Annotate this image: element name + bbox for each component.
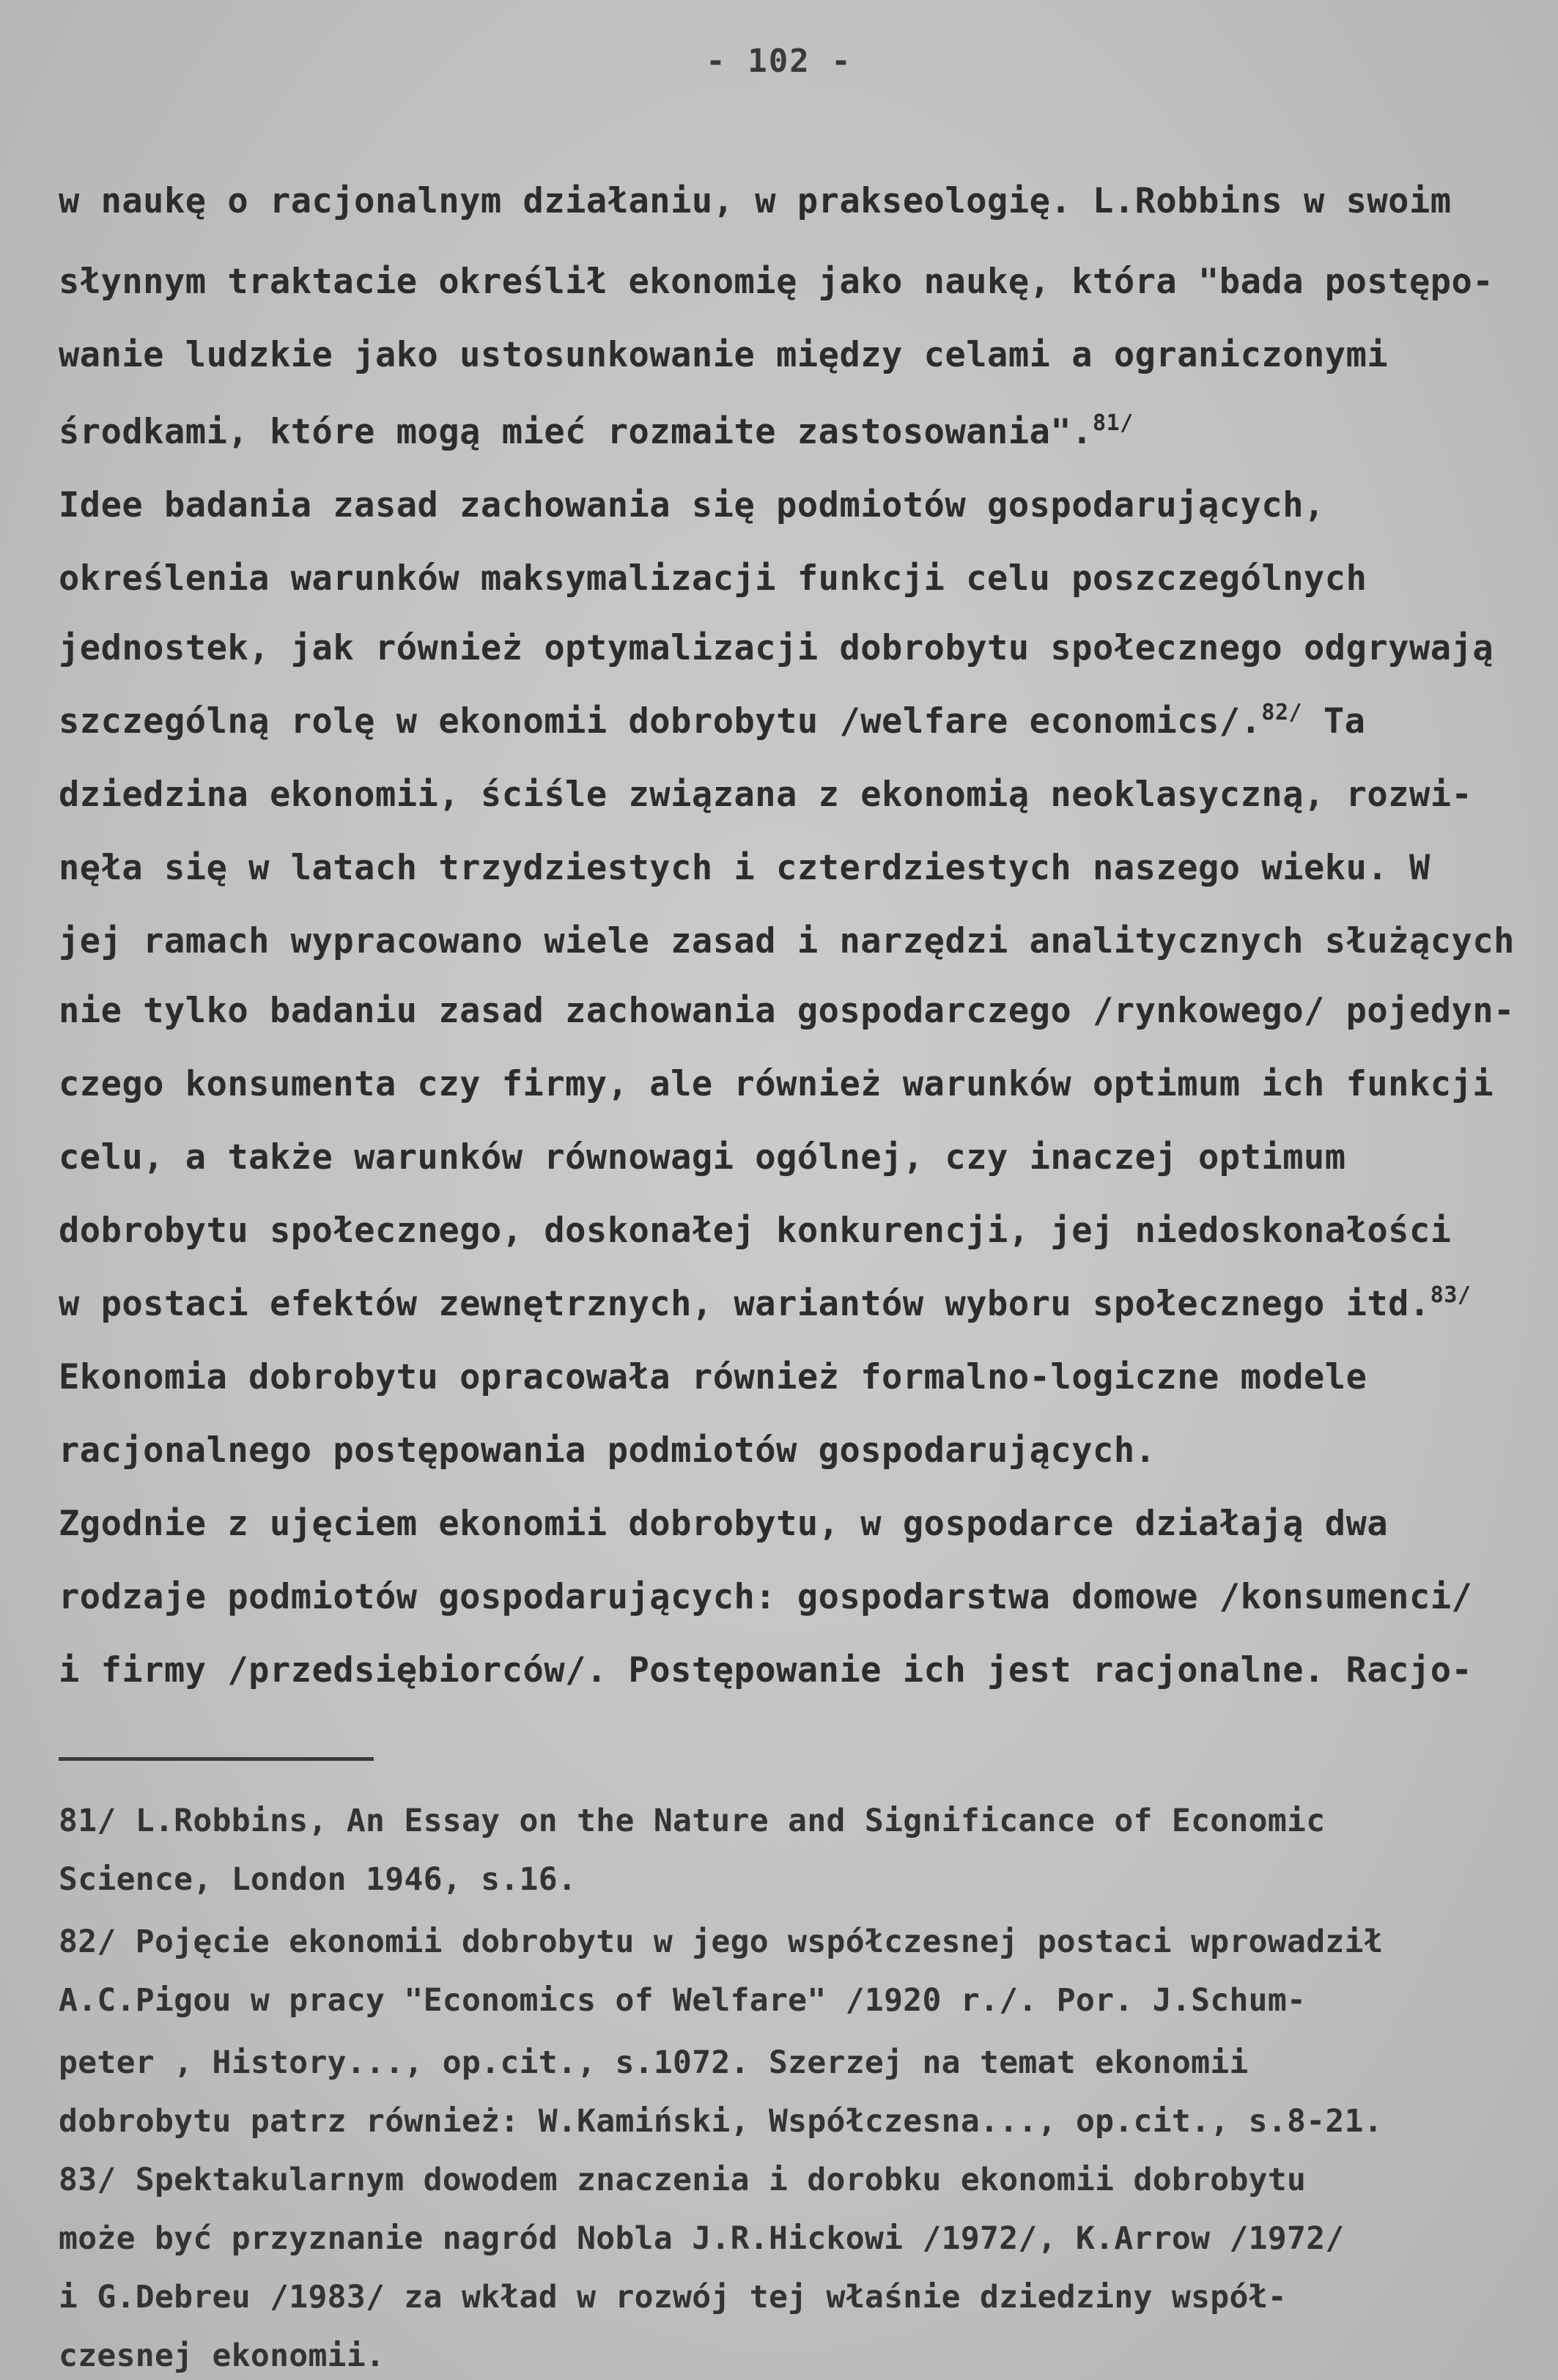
footnote-line: Science, London 1946, s.16. xyxy=(59,1861,577,1898)
page-number: - 102 - xyxy=(706,42,852,80)
footnote-line: A.C.Pigou w pracy "Economics of Welfare" /1920 r./. Por. J.Schum- xyxy=(59,1982,1307,2019)
body-line: czego konsumenta czy firmy, ale również warunków optimum ich funkcji xyxy=(59,1064,1494,1104)
body-line: dobrobytu społecznego, doskonałej konkurencji, jej niedoskonałości xyxy=(59,1211,1452,1251)
footnote-line: 81/ L.Robbins, An Essay on the Nature and Significance of Economic xyxy=(59,1803,1326,1839)
body-line xyxy=(59,700,1365,744)
footnote-line: dobrobytu patrz również: W.Kamiński, Współczesna..., op.cit., s.8-21. xyxy=(59,2103,1383,2140)
body-line: i firmy /przedsiębiorców/. Postępowanie ich jest racjonalne. Racjo- xyxy=(59,1650,1473,1690)
body-line: nie tylko badaniu zasad zachowania gospodarczego /rynkowego/ pojedyn- xyxy=(59,991,1515,1031)
body-line: jej ramach wypracowano wiele zasad i narzędzi analitycznych służących xyxy=(59,921,1515,961)
body-line: racjonalnego postępowania podmiotów gospodarujących. xyxy=(59,1430,1156,1471)
footnote-ref-81: 81/ xyxy=(1093,410,1134,436)
body-line-text: szczególną rolę w ekonomii dobrobytu /welfare economics/. xyxy=(59,701,1262,742)
footnote-line: może być przyznanie nagród Nobla J.R.Hickowi /1972/, K.Arrow /1972/ xyxy=(59,2220,1345,2257)
footnote-line: 82/ Pojęcie ekonomii dobrobytu w jego współczesnej postaci wprowadził xyxy=(59,1923,1383,1960)
body-line: dziedzina ekonomii, ściśle związana z ekonomią neoklasyczną, rozwi- xyxy=(59,775,1473,815)
body-line: określenia warunków maksymalizacji funkcji celu poszczególnych xyxy=(59,558,1367,599)
body-line: Idee badania zasad zachowania się podmiotów gospodarujących, xyxy=(59,485,1325,525)
footnote-line: 83/ Spektakularnym dowodem znaczenia i dorobku ekonomii dobrobytu xyxy=(59,2162,1307,2198)
body-line-text: środkami, które mogą mieć rozmaite zastosowania". xyxy=(59,412,1093,452)
body-line: celu, a także warunków równowagi ogólnej, czy inaczej optimum xyxy=(59,1137,1346,1178)
footnote-line: i G.Debreu /1983/ za wkład w rozwój tej właśnie dziedziny współ- xyxy=(59,2279,1288,2316)
footnote-line: peter , History..., op.cit., s.1072. Szerzej na temat ekonomii xyxy=(59,2044,1249,2081)
body-line: Zgodnie z ujęciem ekonomii dobrobytu, w gospodarce działają dwa xyxy=(59,1504,1389,1544)
body-line-after: Ta xyxy=(1302,701,1366,742)
body-line: rodzaje podmiotów gospodarujących: gospodarstwa domowe /konsumenci/ xyxy=(59,1577,1473,1617)
footnote-ref-83: 83/ xyxy=(1430,1282,1472,1308)
body-line-text: w postaci efektów zewnętrznych, wariantów wyboru społecznego itd. xyxy=(59,1284,1430,1324)
footnote-separator xyxy=(59,1757,374,1761)
body-line: nęła się w latach trzydziestych i czterdziestych naszego wieku. W xyxy=(59,848,1430,888)
body-line xyxy=(59,410,1134,454)
body-line: w naukę o racjonalnym działaniu, w prakseologię. L.Robbins w swoim xyxy=(59,181,1452,221)
footnote-ref-82: 82/ xyxy=(1261,700,1303,725)
body-line: słynnym traktacie określił ekonomię jako naukę, która "bada postępo- xyxy=(59,262,1494,302)
body-line xyxy=(59,1282,1471,1326)
footnote-line: czesnej ekonomii. xyxy=(59,2338,385,2374)
body-line: wanie ludzkie jako ustosunkowanie między celami a ograniczonymi xyxy=(59,335,1389,375)
body-line: jednostek, jak również optymalizacji dobrobytu społecznego odgrywają xyxy=(59,628,1494,668)
body-line: Ekonomia dobrobytu opracowała również formalno-logiczne modele xyxy=(59,1357,1367,1397)
